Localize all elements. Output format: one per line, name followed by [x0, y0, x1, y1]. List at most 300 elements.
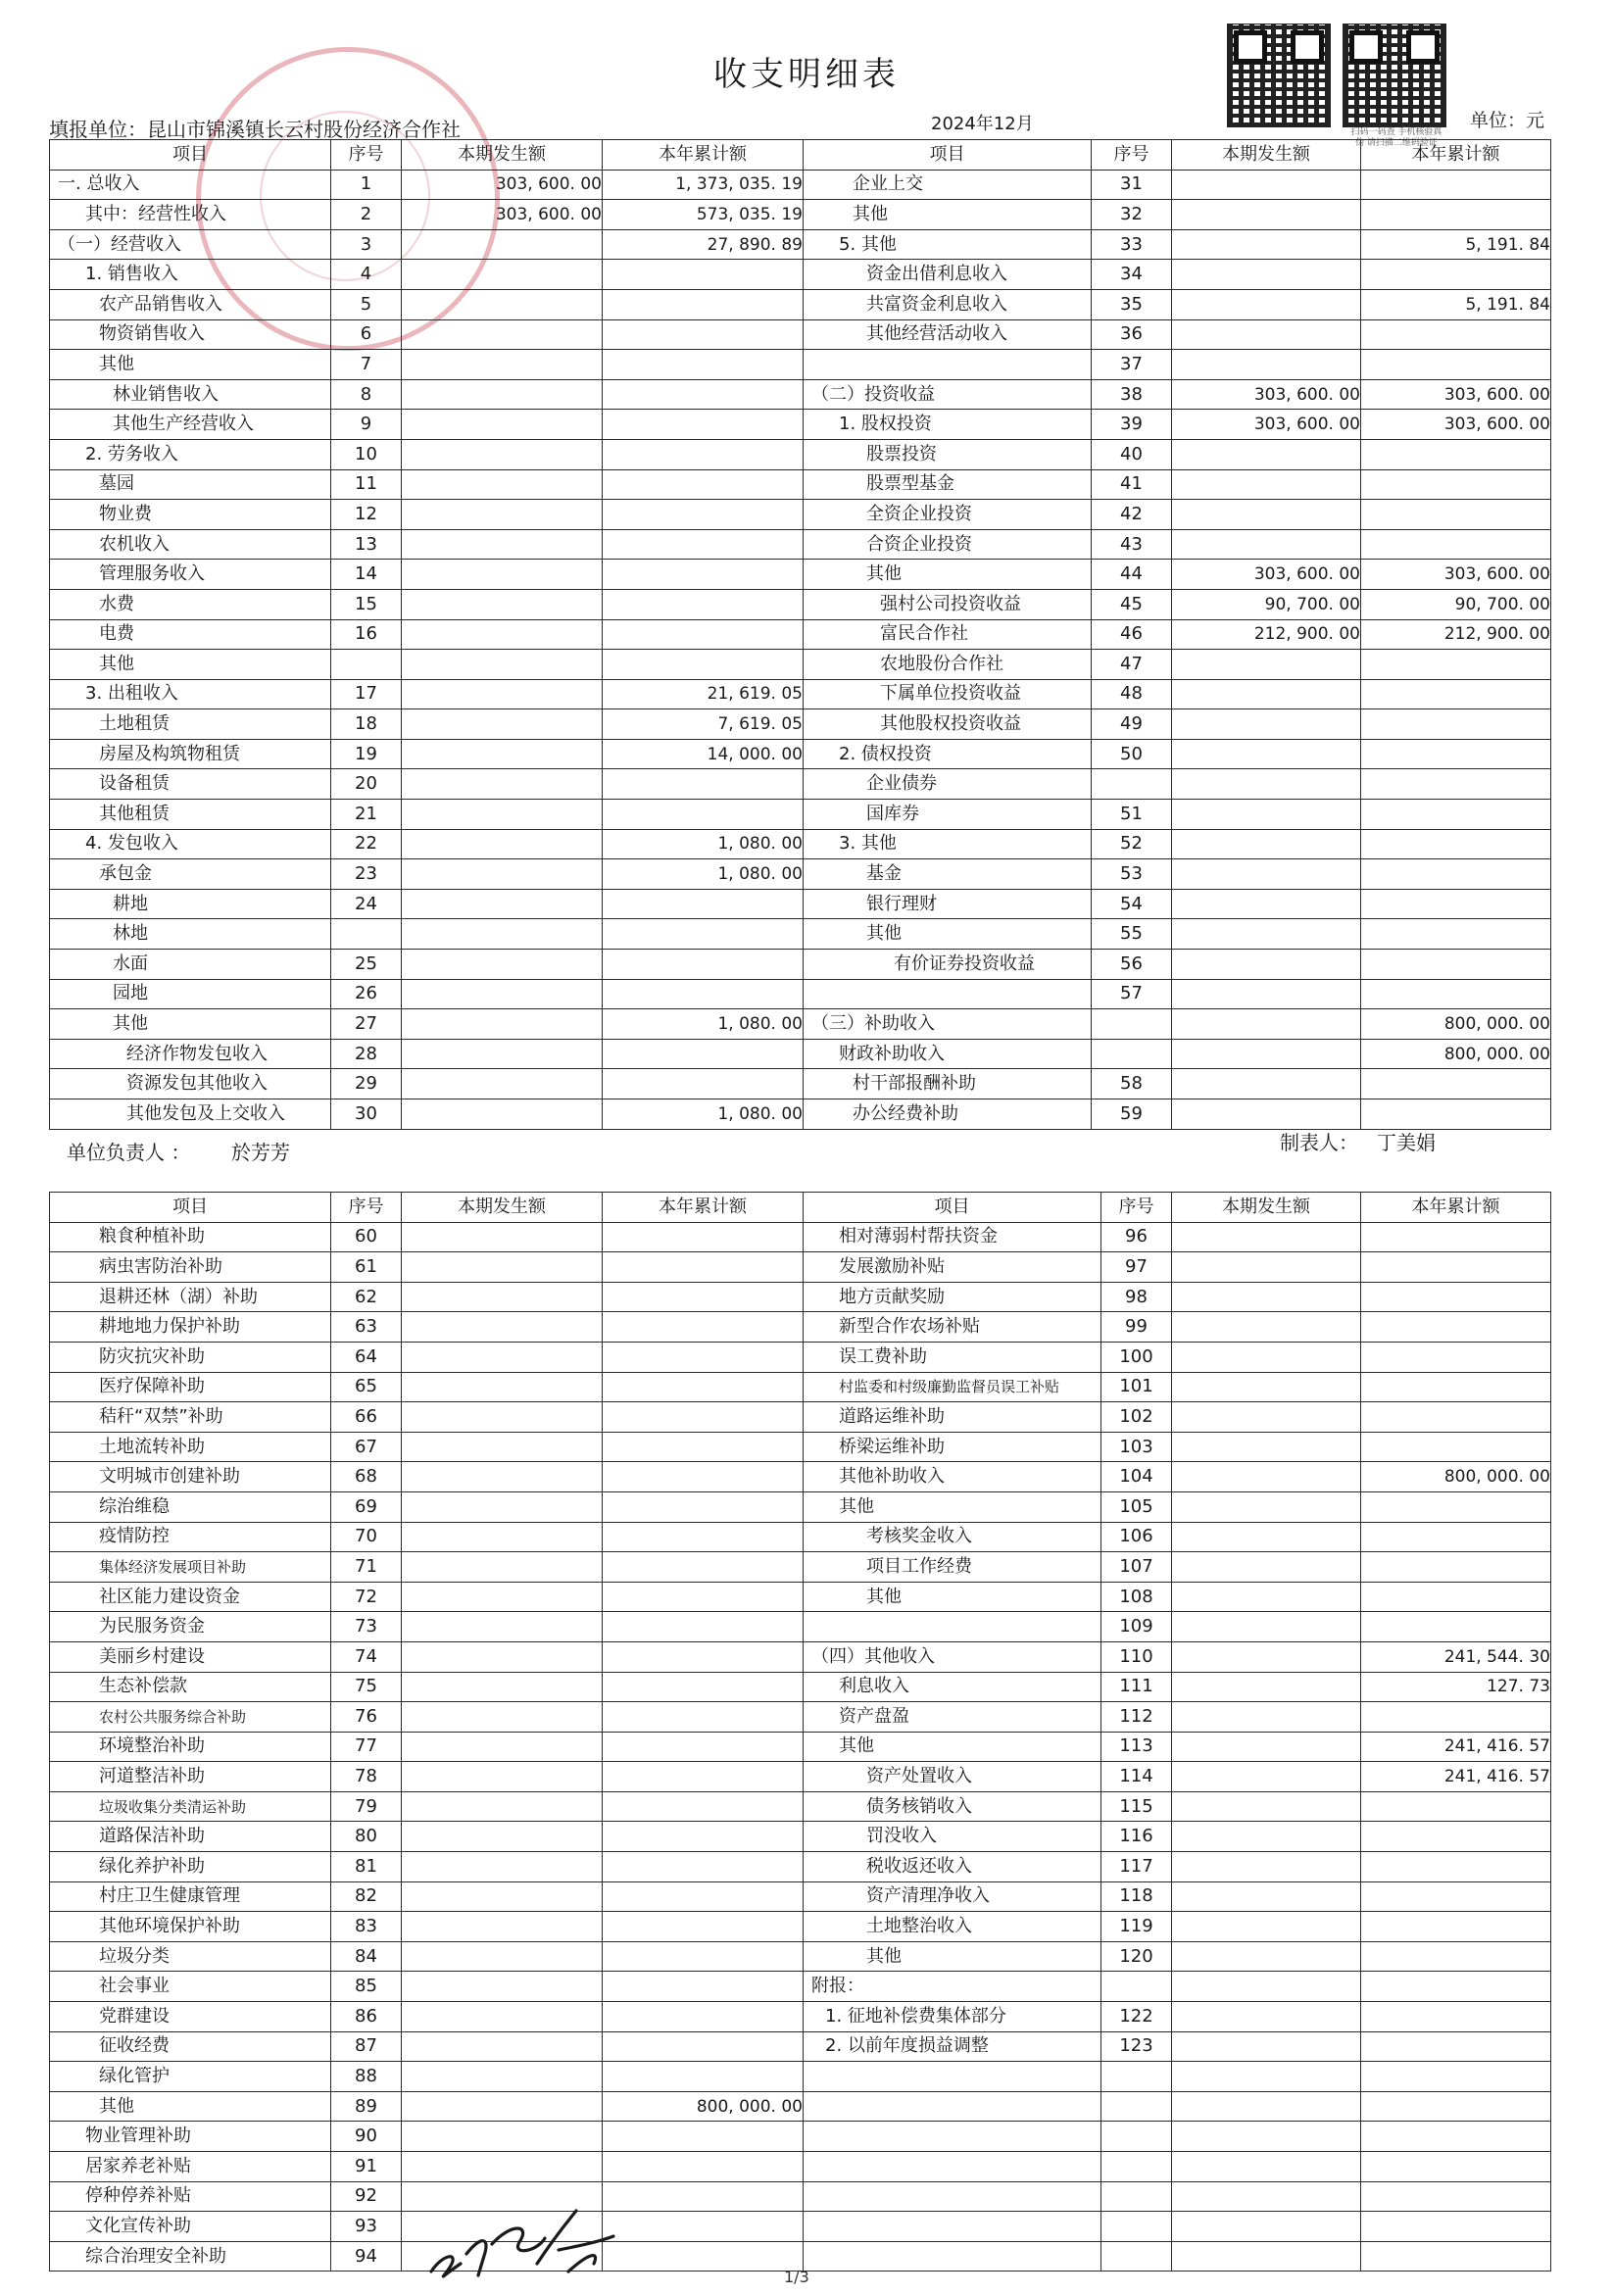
current-amount-cell	[402, 1941, 603, 1972]
ytd-amount-cell	[603, 1069, 804, 1099]
table-row	[50, 229, 1551, 260]
current-amount-cell	[402, 1522, 603, 1552]
seq-cell: 105	[1101, 1491, 1172, 1522]
table-row	[50, 2062, 1551, 2092]
item-cell: 粮食种植补助	[50, 1222, 331, 1252]
ytd-amount-cell	[603, 379, 804, 410]
seq-cell	[1101, 2212, 1172, 2242]
current-amount-cell	[1172, 769, 1361, 800]
ytd-amount-cell	[1361, 439, 1551, 469]
seq-cell	[1092, 769, 1172, 800]
seq-cell: 17	[331, 679, 402, 709]
item-cell: 其他	[804, 1941, 1101, 1972]
seq-cell	[1101, 2122, 1172, 2152]
table-row	[50, 979, 1551, 1009]
table-row	[50, 379, 1551, 410]
ytd-amount-cell	[1361, 1702, 1551, 1733]
current-amount-cell	[1172, 1852, 1361, 1882]
item-cell: 相对薄弱村帮扶资金	[804, 1222, 1101, 1252]
header-row	[50, 1193, 1551, 1223]
table-row	[50, 1402, 1551, 1433]
current-amount-cell	[402, 709, 603, 740]
ytd-amount-cell	[1361, 1432, 1551, 1462]
current-amount-cell	[402, 679, 603, 709]
ytd-amount-cell	[1361, 800, 1551, 830]
current-amount-cell	[402, 1641, 603, 1672]
item-cell: 水面	[50, 950, 331, 980]
seq-cell: 38	[1092, 379, 1172, 410]
table-row	[50, 1432, 1551, 1462]
page-title: 收支明细表	[713, 55, 900, 94]
handwritten-signature	[421, 2195, 627, 2283]
current-amount-cell: 303, 600. 00	[402, 170, 603, 200]
seq-cell: 110	[1101, 1641, 1172, 1672]
seq-cell: 29	[331, 1069, 402, 1099]
seq-cell: 22	[331, 829, 402, 859]
current-amount-cell	[1172, 2062, 1361, 2092]
ytd-amount-cell	[603, 2212, 804, 2242]
ytd-amount-cell	[603, 1342, 804, 1372]
seq-cell: 90	[331, 2122, 402, 2152]
current-amount-cell	[1172, 229, 1361, 260]
table-row	[50, 1582, 1551, 1612]
seq-cell: 86	[331, 2002, 402, 2032]
item-cell: 其他生产经营收入	[50, 410, 331, 440]
ytd-amount-cell	[1361, 469, 1551, 500]
ytd-amount-cell	[603, 1462, 804, 1492]
item-cell: 环境整治补助	[50, 1732, 331, 1762]
current-amount-cell	[1172, 2181, 1361, 2212]
column-header: 本期发生额	[1172, 140, 1361, 171]
current-amount-cell	[1172, 1432, 1361, 1462]
item-cell: 病虫害防治补助	[50, 1252, 331, 1283]
seq-cell: 28	[331, 1039, 402, 1069]
item-cell: 物业管理补助	[50, 2122, 331, 2152]
item-cell: 耕地地力保护补助	[50, 1312, 331, 1343]
seq-cell: 79	[331, 1791, 402, 1822]
item-cell: 综合治理安全补助	[50, 2241, 331, 2272]
table-row	[50, 619, 1551, 650]
item-cell: （三）补助收入	[804, 1009, 1092, 1040]
seq-cell	[1092, 1039, 1172, 1069]
current-amount-cell	[402, 379, 603, 410]
current-amount-cell	[1172, 350, 1361, 380]
table-row	[50, 1762, 1551, 1792]
seq-cell	[1101, 2241, 1172, 2272]
current-amount-cell	[1172, 1522, 1361, 1552]
seq-cell: 12	[331, 500, 402, 530]
ytd-amount-cell	[1361, 2152, 1551, 2182]
current-amount-cell	[402, 2031, 603, 2062]
ytd-amount-cell	[603, 260, 804, 290]
current-amount-cell	[1172, 800, 1361, 830]
ytd-amount-cell: 573, 035. 19	[603, 200, 804, 230]
seq-cell: 71	[331, 1552, 402, 1583]
seq-cell: 20	[331, 769, 402, 800]
item-cell: 1. 销售收入	[50, 260, 331, 290]
table-row	[50, 2212, 1551, 2242]
current-amount-cell	[1172, 919, 1361, 950]
seq-cell: 109	[1101, 1612, 1172, 1642]
seq-cell: 118	[1101, 1881, 1172, 1912]
seq-cell: 34	[1092, 260, 1172, 290]
current-amount-cell	[402, 889, 603, 919]
table-row	[50, 260, 1551, 290]
item-cell: 误工费补助	[804, 1342, 1101, 1372]
current-amount-cell	[1172, 2212, 1361, 2242]
seq-cell: 15	[331, 589, 402, 619]
item-cell: 农机收入	[50, 529, 331, 560]
ytd-amount-cell	[1361, 1312, 1551, 1343]
ytd-amount-cell	[603, 1762, 804, 1792]
ytd-amount-cell	[1361, 1791, 1551, 1822]
item-cell: 企业债券	[804, 769, 1092, 800]
current-amount-cell	[1172, 1791, 1361, 1822]
ytd-amount-cell	[603, 1612, 804, 1642]
seq-cell: 45	[1092, 589, 1172, 619]
filing-unit: 填报单位：昆山市锦溪镇长云村股份经济合作社	[49, 118, 461, 141]
table-row	[50, 1282, 1551, 1312]
current-amount-cell	[1172, 1372, 1361, 1402]
ytd-amount-cell	[603, 950, 804, 980]
seq-cell	[331, 650, 402, 680]
current-amount-cell	[402, 1491, 603, 1522]
item-cell: 征收经费	[50, 2031, 331, 2062]
item-cell: 其他	[50, 2091, 331, 2122]
qr-code-icon	[1227, 24, 1331, 127]
item-cell: 其他股权投资收益	[804, 709, 1092, 740]
seq-cell: 117	[1101, 1852, 1172, 1882]
current-amount-cell	[1172, 950, 1361, 980]
ytd-amount-cell	[603, 1912, 804, 1942]
ytd-amount-cell: 800, 000. 00	[1361, 1462, 1551, 1492]
ytd-amount-cell	[1361, 2241, 1551, 2272]
current-amount-cell	[402, 979, 603, 1009]
current-amount-cell	[1172, 889, 1361, 919]
table-row	[50, 650, 1551, 680]
seq-cell: 7	[331, 350, 402, 380]
seq-cell: 44	[1092, 560, 1172, 590]
item-cell: 党群建设	[50, 2002, 331, 2032]
seq-cell	[1101, 1972, 1172, 2002]
table-row	[50, 2122, 1551, 2152]
seq-cell: 120	[1101, 1941, 1172, 1972]
seq-cell: 98	[1101, 1282, 1172, 1312]
table-row	[50, 1972, 1551, 2002]
income-detail-table-1	[49, 139, 1551, 1130]
table-row	[50, 1342, 1551, 1372]
table-row	[50, 919, 1551, 950]
item-cell: 全资企业投资	[804, 500, 1092, 530]
ytd-amount-cell	[1361, 1222, 1551, 1252]
seq-cell: 70	[331, 1522, 402, 1552]
item-cell: 发展激励补贴	[804, 1252, 1101, 1283]
ytd-amount-cell	[1361, 260, 1551, 290]
seq-cell: 46	[1092, 619, 1172, 650]
seq-cell: 74	[331, 1641, 402, 1672]
ytd-amount-cell	[1361, 1099, 1551, 1130]
ytd-amount-cell	[603, 1732, 804, 1762]
column-header: 序号	[1101, 1193, 1172, 1223]
ytd-amount-cell	[603, 1222, 804, 1252]
ytd-amount-cell	[1361, 350, 1551, 380]
seq-cell: 108	[1101, 1582, 1172, 1612]
current-amount-cell	[1172, 679, 1361, 709]
current-amount-cell: 303, 600. 00	[1172, 560, 1361, 590]
item-cell: 下属单位投资收益	[804, 679, 1092, 709]
ytd-amount-cell: 1, 373, 035. 19	[603, 170, 804, 200]
seq-cell: 85	[331, 1972, 402, 2002]
ytd-amount-cell: 1, 080. 00	[603, 859, 804, 890]
table-row	[50, 1491, 1551, 1522]
ytd-amount-cell	[603, 1972, 804, 2002]
ytd-amount-cell	[603, 1582, 804, 1612]
seq-cell: 56	[1092, 950, 1172, 980]
current-amount-cell	[402, 919, 603, 950]
current-amount-cell	[1172, 1912, 1361, 1942]
current-amount-cell	[1172, 1282, 1361, 1312]
seq-cell: 18	[331, 709, 402, 740]
item-cell: 利息收入	[804, 1672, 1101, 1702]
unit-leader-name: 於芳芳	[231, 1141, 290, 1164]
column-header: 项目	[804, 1193, 1101, 1223]
item-cell: 物业费	[50, 500, 331, 530]
current-amount-cell	[402, 500, 603, 530]
current-amount-cell	[402, 1009, 603, 1040]
item-cell: 社会事业	[50, 1972, 331, 2002]
ytd-amount-cell	[603, 650, 804, 680]
ytd-amount-cell	[603, 1881, 804, 1912]
current-amount-cell: 303, 600. 00	[402, 200, 603, 230]
seq-cell: 13	[331, 529, 402, 560]
item-cell: 地方贡献奖励	[804, 1282, 1101, 1312]
ytd-amount-cell	[1361, 650, 1551, 680]
ytd-amount-cell	[603, 319, 804, 350]
item-cell: 其他	[804, 1732, 1101, 1762]
item-cell: 绿化养护补助	[50, 1852, 331, 1882]
seq-cell: 24	[331, 889, 402, 919]
item-cell: 林业销售收入	[50, 379, 331, 410]
current-amount-cell	[402, 350, 603, 380]
ytd-amount-cell	[603, 1852, 804, 1882]
seq-cell: 63	[331, 1312, 402, 1343]
ytd-amount-cell	[1361, 319, 1551, 350]
current-amount-cell	[1172, 1222, 1361, 1252]
table-row	[50, 439, 1551, 469]
current-amount-cell	[1172, 469, 1361, 500]
current-amount-cell	[1172, 1822, 1361, 1852]
ytd-amount-cell	[603, 289, 804, 319]
item-cell	[804, 2241, 1101, 2272]
ytd-amount-cell: 800, 000. 00	[1361, 1039, 1551, 1069]
seq-cell: 40	[1092, 439, 1172, 469]
item-cell: 资金出借利息收入	[804, 260, 1092, 290]
ytd-amount-cell: 27, 890. 89	[603, 229, 804, 260]
item-cell: 5. 其他	[804, 229, 1092, 260]
seq-cell: 19	[331, 739, 402, 769]
item-cell: 文明城市创建补助	[50, 1462, 331, 1492]
current-amount-cell	[402, 1672, 603, 1702]
ytd-amount-cell: 241, 544. 30	[1361, 1641, 1551, 1672]
seq-cell: 67	[331, 1432, 402, 1462]
current-amount-cell	[1172, 1462, 1361, 1492]
current-amount-cell	[1172, 2152, 1361, 2182]
seq-cell: 32	[1092, 200, 1172, 230]
current-amount-cell	[1172, 1582, 1361, 1612]
table-row	[50, 319, 1551, 350]
current-amount-cell	[402, 1039, 603, 1069]
seq-cell: 3	[331, 229, 402, 260]
table-row	[50, 679, 1551, 709]
column-header: 本年累计额	[603, 140, 804, 171]
item-cell: 其他	[804, 1491, 1101, 1522]
table-row	[50, 2152, 1551, 2182]
current-amount-cell	[1172, 2241, 1361, 2272]
current-amount-cell	[1172, 1069, 1361, 1099]
ytd-amount-cell	[1361, 1491, 1551, 1522]
ytd-amount-cell: 7, 619. 05	[603, 709, 804, 740]
seq-cell: 60	[331, 1222, 402, 1252]
ytd-amount-cell: 1, 080. 00	[603, 1009, 804, 1040]
seq-cell: 52	[1092, 829, 1172, 859]
ytd-amount-cell	[603, 589, 804, 619]
ytd-amount-cell	[1361, 889, 1551, 919]
item-cell: 2. 劳务收入	[50, 439, 331, 469]
item-cell	[804, 1612, 1101, 1642]
current-amount-cell	[402, 1762, 603, 1792]
current-amount-cell	[402, 469, 603, 500]
item-cell: 企业上交	[804, 170, 1092, 200]
current-amount-cell	[402, 1252, 603, 1283]
current-amount-cell	[1172, 1941, 1361, 1972]
current-amount-cell	[402, 800, 603, 830]
current-amount-cell	[1172, 2002, 1361, 2032]
current-amount-cell	[402, 589, 603, 619]
currency-unit: 单位：元	[1470, 110, 1545, 131]
table-row	[50, 1312, 1551, 1343]
seq-cell: 104	[1101, 1462, 1172, 1492]
item-cell: 村庄卫生健康管理	[50, 1881, 331, 1912]
item-cell: 4. 发包收入	[50, 829, 331, 859]
column-header: 本期发生额	[402, 1193, 603, 1223]
ytd-amount-cell: 212, 900. 00	[1361, 619, 1551, 650]
ytd-amount-cell: 1, 080. 00	[603, 829, 804, 859]
seq-cell: 66	[331, 1402, 402, 1433]
current-amount-cell	[402, 1881, 603, 1912]
ytd-amount-cell	[603, 1252, 804, 1283]
seq-cell: 101	[1101, 1372, 1172, 1402]
current-amount-cell	[1172, 1312, 1361, 1343]
seq-cell: 62	[331, 1282, 402, 1312]
current-amount-cell	[402, 859, 603, 890]
current-amount-cell	[402, 1432, 603, 1462]
seq-cell: 53	[1092, 859, 1172, 890]
seq-cell: 37	[1092, 350, 1172, 380]
seq-cell: 72	[331, 1582, 402, 1612]
ytd-amount-cell: 241, 416. 57	[1361, 1732, 1551, 1762]
item-cell: 医疗保障补助	[50, 1372, 331, 1402]
current-amount-cell	[402, 1402, 603, 1433]
item-cell: 新型合作农场补贴	[804, 1312, 1101, 1343]
table-row	[50, 1641, 1551, 1672]
item-cell: 为民服务资金	[50, 1612, 331, 1642]
current-amount-cell	[402, 2062, 603, 2092]
ytd-amount-cell	[603, 1552, 804, 1583]
current-amount-cell	[1172, 829, 1361, 859]
ytd-amount-cell	[1361, 170, 1551, 200]
seq-cell: 25	[331, 950, 402, 980]
current-amount-cell	[1172, 1039, 1361, 1069]
item-cell	[804, 2181, 1101, 2212]
item-cell: 其他	[50, 650, 331, 680]
seq-cell: 91	[331, 2152, 402, 2182]
ytd-amount-cell	[1361, 1972, 1551, 2002]
seq-cell: 58	[1092, 1069, 1172, 1099]
table-row	[50, 2091, 1551, 2122]
item-cell: 土地租赁	[50, 709, 331, 740]
seq-cell: 49	[1092, 709, 1172, 740]
item-cell: 3. 出租收入	[50, 679, 331, 709]
table-row	[50, 289, 1551, 319]
header-row	[50, 140, 1551, 171]
seq-cell: 21	[331, 800, 402, 830]
item-cell: 有价证券投资收益	[804, 950, 1092, 980]
seq-cell: 94	[331, 2241, 402, 2272]
table-row	[50, 529, 1551, 560]
ytd-amount-cell	[1361, 529, 1551, 560]
current-amount-cell	[1172, 1342, 1361, 1372]
seq-cell: 111	[1101, 1672, 1172, 1702]
current-amount-cell	[402, 1912, 603, 1942]
ytd-amount-cell	[603, 1941, 804, 1972]
item-cell: 资产处置收入	[804, 1762, 1101, 1792]
seq-cell: 97	[1101, 1252, 1172, 1283]
ytd-amount-cell	[603, 919, 804, 950]
current-amount-cell	[1172, 1552, 1361, 1583]
seq-cell: 48	[1092, 679, 1172, 709]
ytd-amount-cell	[603, 469, 804, 500]
seq-cell: 119	[1101, 1912, 1172, 1942]
current-amount-cell	[1172, 1702, 1361, 1733]
seq-cell: 96	[1101, 1222, 1172, 1252]
item-cell: 国库券	[804, 800, 1092, 830]
verification-qr-code-icon	[1343, 24, 1446, 127]
ytd-amount-cell	[603, 2122, 804, 2152]
ytd-amount-cell	[1361, 2002, 1551, 2032]
table-row	[50, 1912, 1551, 1942]
seq-cell: 26	[331, 979, 402, 1009]
current-amount-cell	[402, 1852, 603, 1882]
current-amount-cell	[1172, 1402, 1361, 1433]
seq-cell: 78	[331, 1762, 402, 1792]
ytd-amount-cell	[603, 560, 804, 590]
item-cell: 桥梁运维补助	[804, 1432, 1101, 1462]
ytd-amount-cell	[603, 529, 804, 560]
ytd-amount-cell	[603, 800, 804, 830]
item-cell: 绿化管护	[50, 2062, 331, 2092]
current-amount-cell	[402, 650, 603, 680]
ytd-amount-cell	[603, 2241, 804, 2272]
item-cell: 电费	[50, 619, 331, 650]
ytd-amount-cell	[1361, 859, 1551, 890]
qr-caption: 扫码一码查 手机核验真伪 请扫描二维码验证	[1350, 127, 1442, 148]
current-amount-cell	[1172, 1732, 1361, 1762]
current-amount-cell	[1172, 1881, 1361, 1912]
table-row	[50, 1252, 1551, 1283]
ytd-amount-cell	[1361, 739, 1551, 769]
ytd-amount-cell	[603, 979, 804, 1009]
current-amount-cell	[402, 829, 603, 859]
